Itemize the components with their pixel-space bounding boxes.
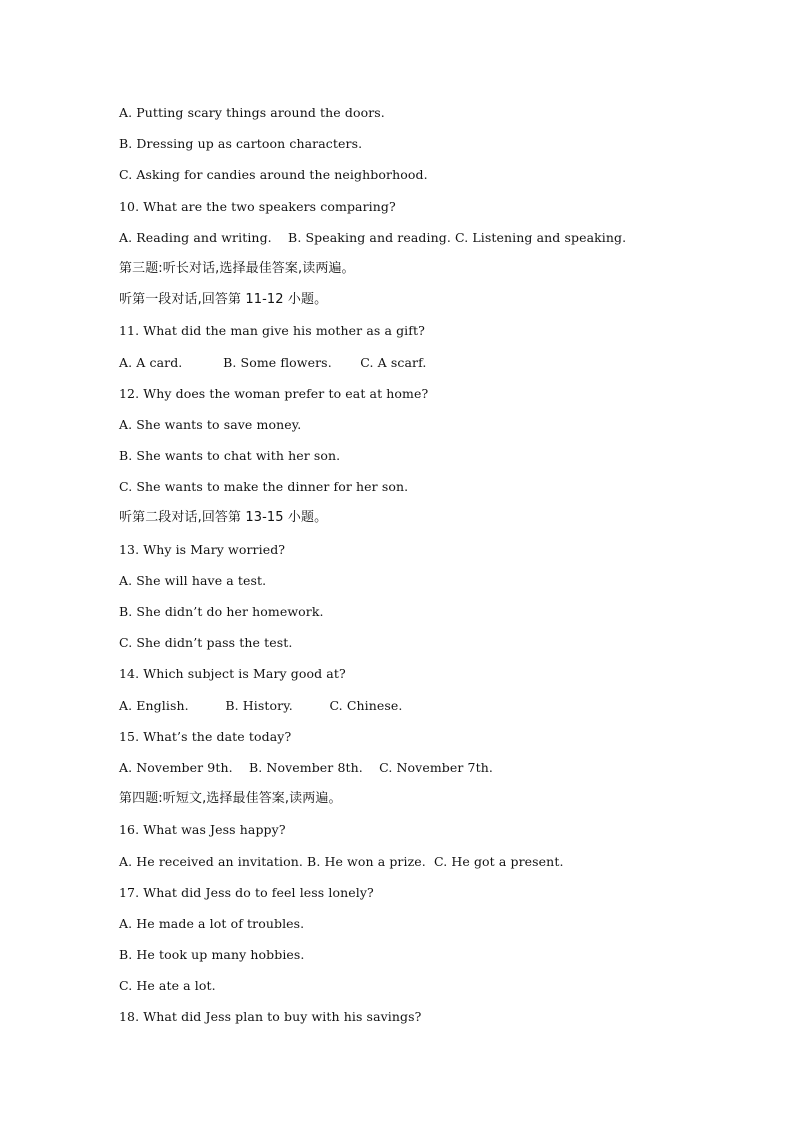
option-line: A. He received an invitation. B. He won a prize. C. He got a present.	[119, 853, 564, 869]
question-line: 16. What was Jess happy?	[119, 822, 286, 838]
question-line: 14. Which subject is Mary good at?	[119, 666, 346, 682]
option-line: A. He made a lot of troubles.	[119, 915, 305, 931]
option-line: B. She wants to chat with her son.	[119, 448, 341, 464]
question-line: 12. Why does the woman prefer to eat at home?	[119, 385, 429, 401]
option-line: C. Asking for candies around the neighborhood.	[119, 167, 428, 183]
question-line: 10. What are the two speakers comparing?	[119, 198, 396, 214]
option-line: C. She didn’t pass the test.	[119, 635, 293, 651]
option-line: B. He took up many hobbies.	[119, 947, 305, 963]
option-line: A. She will have a test.	[119, 572, 267, 588]
dialogue-instruction: 听第二段对话,回答第 13-15 小题。	[119, 510, 328, 526]
option-line: A. Putting scary things around the doors.	[119, 105, 385, 120]
document-page	[119, 102, 719, 1038]
option-line: C. She wants to make the dinner for her son.	[119, 479, 409, 495]
option-line: C. He ate a lot.	[119, 978, 216, 994]
option-line: A. English. B. History. C. Chinese.	[119, 697, 403, 713]
question-line: 11. What did the man give his mother as a gift?	[119, 323, 425, 339]
question-line: 18. What did Jess plan to buy with his savings?	[119, 1009, 422, 1025]
option-line: A. A card. B. Some flowers. C. A scarf.	[119, 354, 427, 370]
option-line: A. She wants to save money.	[119, 416, 302, 432]
option-line: A. Reading and writing. B. Speaking and reading. C. Listening and speaking.	[119, 229, 627, 245]
question-line: 15. What’s the date today?	[119, 728, 292, 744]
option-line: A. November 9th. B. November 8th. C. November 7th.	[119, 759, 493, 775]
section-heading: 第四题:听短文,选择最佳答案,读两遍。	[119, 791, 342, 807]
option-line: B. Dressing up as cartoon characters.	[119, 136, 363, 152]
option-line: B. She didn’t do her homework.	[119, 604, 324, 619]
dialogue-instruction: 听第一段对话,回答第 11-12 小题。	[119, 292, 328, 308]
question-line: 13. Why is Mary worried?	[119, 541, 286, 557]
question-line: 17. What did Jess do to feel less lonely?	[119, 884, 374, 900]
section-heading: 第三题:听长对话,选择最佳答案,读两遍。	[119, 260, 355, 276]
